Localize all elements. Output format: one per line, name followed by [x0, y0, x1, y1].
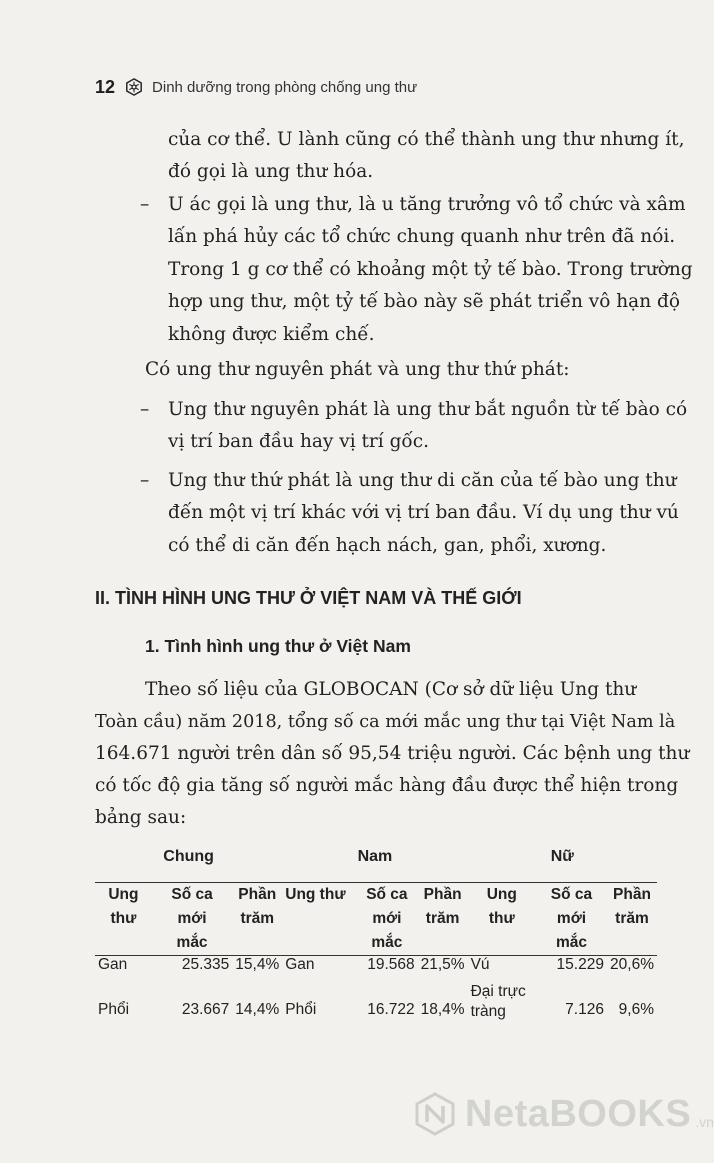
table-row	[95, 956, 657, 983]
running-title: Dinh dưỡng trong phòng chống ung thư	[152, 78, 418, 96]
neta-hexagon-logo-icon	[413, 1092, 457, 1136]
group-header-nam: Nam	[282, 848, 467, 883]
page-header	[95, 74, 417, 100]
table-cell: Vú	[470, 956, 490, 973]
table-cell: 21,5%	[420, 956, 465, 973]
table-cell: 15.229	[556, 956, 604, 973]
text-line: Ung thư thứ phát là ung thư di căn của tế bào ung thư	[168, 470, 677, 491]
bullet-dash: –	[140, 470, 150, 491]
table-cell: 14,4%	[235, 1001, 280, 1018]
subsection-heading: 1. Tình hình ung thư ở Việt Nam	[145, 636, 411, 656]
col-header-type: Ung thư	[468, 883, 536, 956]
text-line: Có ung thư nguyên phát và ung thư thứ phát:	[145, 359, 570, 380]
table-cell: 16.722	[367, 1001, 415, 1018]
table-cell: 7.126	[565, 1001, 604, 1018]
text-line: Ung thư nguyên phát là ung thư bắt nguồn từ tế bào có	[168, 399, 688, 420]
table-cell: 25.335	[181, 956, 230, 973]
text-line: Toàn cầu) năm 2018, tổng số ca mới mắc ung thư tại Việt Nam là	[95, 712, 676, 732]
table-cell: 19.568	[367, 956, 415, 973]
text-line: không được kiểm chế.	[168, 324, 375, 345]
watermark	[413, 1092, 714, 1136]
text-line: hợp ung thư, một tỷ tế bào này sẽ phát triển vô hạn độ	[168, 291, 680, 312]
col-header-type: Ung thư	[282, 883, 356, 956]
table-cell: Gan	[285, 956, 315, 973]
group-header-nu: Nữ	[468, 848, 657, 883]
table-cell: 20,6%	[610, 956, 654, 973]
text-line: Theo số liệu của GLOBOCAN (Cơ sở dữ liệu Ung thư	[145, 679, 637, 700]
col-header-type: Ung thư	[95, 883, 152, 956]
bullet-dash: –	[140, 399, 150, 420]
text-line: có tốc độ gia tăng số người mắc hàng đầu được thể hiện trong	[95, 775, 679, 796]
col-header-cases: Số ca mới mắc	[536, 883, 607, 956]
col-header-percent: Phần trăm	[418, 883, 468, 956]
text-line: vị trí ban đầu hay vị trí gốc.	[168, 431, 429, 452]
table-cell: Gan	[98, 956, 128, 973]
text-line: đến một vị trí khác với vị trí ban đầu. Ví dụ ung thư vú	[168, 502, 679, 523]
text-line: đó gọi là ung thư hóa.	[168, 161, 374, 182]
col-header-percent: Phần trăm	[607, 883, 657, 956]
table-row	[95, 982, 657, 1022]
text-line: lấn phá hủy các tổ chức chung quanh như trên đã nói.	[168, 226, 676, 247]
table-cell: Phổi	[98, 1001, 130, 1018]
group-header-chung: Chung	[95, 848, 282, 883]
col-header-cases: Số ca mới mắc	[356, 883, 418, 956]
watermark-brand: NetaBOOKS	[465, 1092, 692, 1135]
col-header-percent: Phần trăm	[232, 883, 282, 956]
table-cell: Đại trực tràng	[470, 983, 526, 1020]
text-line: Trong 1 g cơ thể có khoảng một tỷ tế bào. Trong trường	[168, 259, 693, 280]
table-cell: 18,4%	[420, 1001, 465, 1018]
table-cell: 15,4%	[235, 956, 280, 973]
col-header-cases: Số ca mới mắc	[152, 883, 232, 956]
text-line: 164.671 người trên dân số 95,54 triệu người. Các bệnh ung thư	[95, 743, 690, 764]
table-cell: 9,6%	[618, 1001, 654, 1018]
bullet-dash: –	[140, 194, 150, 215]
text-line: bảng sau:	[95, 807, 187, 828]
text-line: có thể di căn đến hạch nách, gan, phổi, xương.	[168, 535, 607, 556]
section-heading: II. TÌNH HÌNH UNG THƯ Ở VIỆT NAM VÀ THẾ GIỚI	[95, 588, 522, 608]
text-line: U ác gọi là ung thư, là u tăng trưởng vô tổ chức và xâm	[168, 194, 686, 215]
table-cell: Phổi	[285, 1001, 317, 1018]
table-cell: 23.667	[181, 1001, 230, 1018]
cancer-stats-table	[95, 848, 657, 1022]
page-number: 12	[95, 76, 116, 97]
text-line: của cơ thể. U lành cũng có thể thành ung thư nhưng ít,	[168, 129, 685, 150]
watermark-suffix: .vn	[695, 1114, 714, 1130]
hexagon-flower-icon	[125, 78, 143, 96]
